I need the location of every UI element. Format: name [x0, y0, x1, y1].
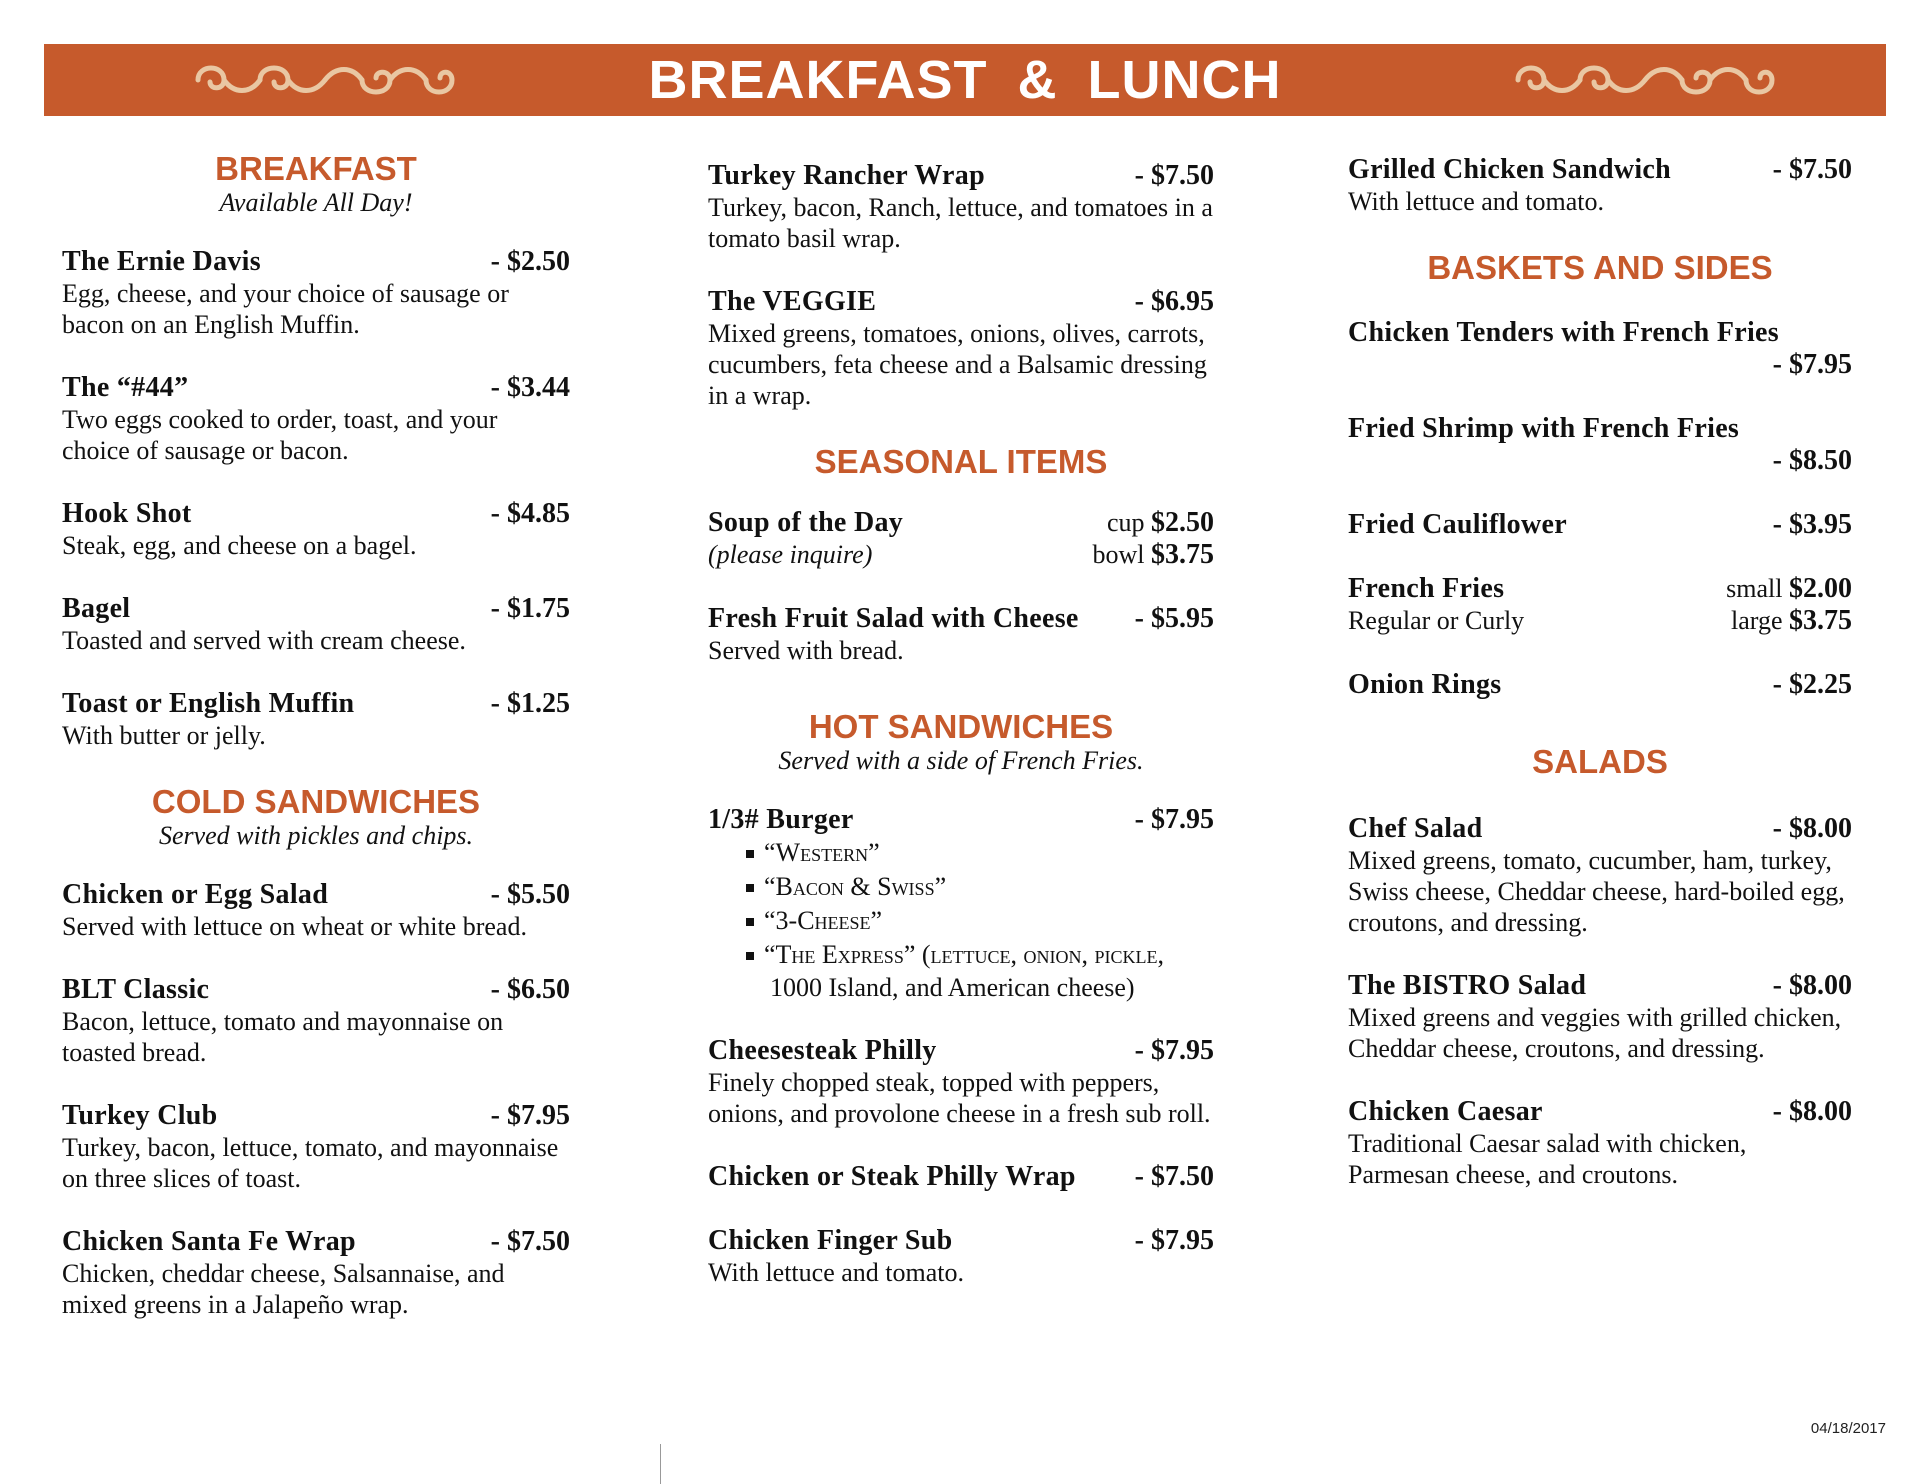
item-price: - $2.25 — [1772, 669, 1852, 700]
burger-option: “The Express” (lettuce, onion, pickle, — [746, 938, 1214, 972]
menu-item — [1348, 669, 1852, 701]
item-price: - $3.44 — [490, 372, 570, 403]
menu-item-soup — [708, 507, 1214, 571]
burger-options-list — [746, 836, 1214, 972]
item-price: - $6.50 — [490, 974, 570, 1005]
section-title-cold-sandwiches: COLD SANDWICHES — [151, 783, 481, 820]
item-name: Grilled Chicken Sandwich — [1348, 154, 1672, 185]
header-banner — [44, 44, 1886, 116]
menu-item — [708, 1225, 1214, 1288]
baskets-section — [1348, 249, 1852, 701]
item-name: Onion Rings — [1348, 669, 1502, 700]
item-name: Turkey Rancher Wrap — [708, 160, 985, 191]
item-note: (please inquire) — [708, 540, 873, 569]
item-price: - $7.50 — [1772, 154, 1852, 185]
menu-item — [62, 1100, 570, 1194]
item-price: $2.00 — [1789, 573, 1852, 604]
section-subtitle: Available All Day! — [219, 188, 413, 217]
item-description: Mixed greens, tomato, cucumber, ham, turkey, Swiss cheese, Cheddar cheese, hard-boiled egg, croutons, and dressing. — [1348, 846, 1845, 937]
item-name: The BISTRO Salad — [1348, 970, 1587, 1001]
item-name: Hook Shot — [62, 498, 192, 529]
item-description: Egg, cheese, and your choice of sausage or bacon on an English Muffin. — [62, 279, 509, 339]
item-price: - $7.50 — [1134, 1161, 1214, 1192]
section-title-salads: SALADS — [1532, 743, 1668, 780]
item-price: - $2.50 — [490, 246, 570, 277]
item-description: With lettuce and tomato. — [1348, 187, 1604, 216]
burger-option: “Bacon & Swiss” — [746, 870, 1214, 904]
item-price: - $8.00 — [1772, 813, 1852, 844]
menu-item — [62, 593, 570, 656]
item-price: $2.50 — [1151, 507, 1214, 538]
seasonal-section — [708, 443, 1214, 666]
burger-option: “Western” — [746, 836, 1214, 870]
menu-item — [62, 1226, 570, 1320]
item-description: Served with lettuce on wheat or white bread. — [62, 912, 527, 941]
item-name: Turkey Club — [62, 1100, 218, 1131]
item-price: $3.75 — [1151, 539, 1214, 570]
item-price: - $1.75 — [490, 593, 570, 624]
burger-option-continued: 1000 Island, and American cheese) — [770, 973, 1135, 1002]
fold-divider — [660, 1444, 661, 1484]
item-name: The Ernie Davis — [62, 246, 261, 277]
item-description: Turkey, bacon, Ranch, lettuce, and tomatoes in a tomato basil wrap. — [708, 193, 1213, 253]
item-price: - $6.95 — [1134, 286, 1214, 317]
menu-item — [1348, 1096, 1852, 1190]
menu-item — [62, 688, 570, 751]
menu-item — [1348, 413, 1852, 477]
item-price: - $5.95 — [1134, 603, 1214, 634]
item-name: Chicken Caesar — [1348, 1096, 1543, 1127]
section-title-seasonal: SEASONAL ITEMS — [814, 443, 1108, 480]
item-name: Chicken Tenders with French Fries — [1348, 317, 1779, 348]
item-price: - $7.95 — [1772, 349, 1852, 380]
menu-column-right — [1348, 154, 1852, 1222]
menu-item — [62, 372, 570, 466]
item-price: - $7.95 — [1134, 1225, 1214, 1256]
item-description: Chicken, cheddar cheese, Salsannaise, and mixed greens in a Jalapeño wrap. — [62, 1259, 505, 1319]
item-name: Chicken Finger Sub — [708, 1225, 953, 1256]
item-description: Toasted and served with cream cheese. — [62, 626, 466, 655]
print-date: 04/18/2017 — [1810, 1420, 1886, 1437]
item-price: - $8.00 — [1772, 1096, 1852, 1127]
section-subtitle: Served with a side of French Fries. — [778, 746, 1144, 775]
item-description: Steak, egg, and cheese on a bagel. — [62, 531, 417, 560]
item-description: Served with bread. — [708, 636, 904, 665]
size-label: large — [1731, 606, 1783, 635]
item-price: - $7.50 — [490, 1226, 570, 1257]
item-name: Chef Salad — [1348, 813, 1483, 844]
menu-item — [1348, 813, 1852, 938]
menu-column-left — [62, 150, 570, 1352]
item-price: $3.75 — [1789, 605, 1852, 636]
item-name: Fried Shrimp with French Fries — [1348, 413, 1740, 444]
hot-sandwiches-section — [708, 708, 1214, 1288]
burger-option: “3-Cheese” — [746, 904, 1214, 938]
item-price: - $3.95 — [1772, 509, 1852, 540]
item-name: Fresh Fruit Salad with Cheese — [708, 603, 1079, 634]
item-price: - $1.25 — [490, 688, 570, 719]
item-price: - $7.95 — [1134, 1035, 1214, 1066]
item-description: Two eggs cooked to order, toast, and your choice of sausage or bacon. — [62, 405, 498, 465]
item-description: Turkey, bacon, lettuce, tomato, and mayonnaise on three slices of toast. — [62, 1133, 559, 1193]
cold-sandwiches-section — [62, 783, 570, 1320]
section-subtitle: Served with pickles and chips. — [158, 821, 474, 850]
item-description: Traditional Caesar salad with chicken, Parmesan cheese, and croutons. — [1348, 1129, 1747, 1189]
item-price: - $7.50 — [1134, 160, 1214, 191]
item-price: - $8.00 — [1772, 970, 1852, 1001]
item-price: - $8.50 — [1772, 445, 1852, 476]
menu-item — [708, 286, 1214, 411]
section-title-hot-sandwiches: HOT SANDWICHES — [808, 708, 1114, 745]
menu-item — [708, 160, 1214, 254]
salads-section — [1348, 743, 1852, 1190]
item-price: - $7.95 — [1134, 804, 1214, 835]
item-name: BLT Classic — [62, 974, 210, 1005]
item-name: French Fries — [1348, 573, 1505, 604]
size-label: bowl — [1092, 540, 1145, 569]
swirl-ornament-icon — [190, 54, 460, 106]
item-name: Toast or English Muffin — [62, 688, 355, 719]
menu-item — [1348, 509, 1852, 541]
menu-item — [1348, 317, 1852, 381]
menu-item — [62, 974, 570, 1068]
menu-item-fries — [1348, 573, 1852, 637]
menu-item — [62, 246, 570, 340]
item-description: With butter or jelly. — [62, 721, 266, 750]
menu-item — [708, 1161, 1214, 1193]
item-name: Chicken Santa Fe Wrap — [62, 1226, 356, 1257]
menu-item — [708, 603, 1214, 666]
item-description: Regular or Curly — [1348, 606, 1525, 635]
section-title-baskets: BASKETS AND SIDES — [1427, 249, 1773, 286]
item-name: Chicken or Steak Philly Wrap — [708, 1161, 1076, 1192]
size-label: small — [1726, 574, 1783, 603]
swirl-ornament-icon — [1510, 54, 1780, 106]
item-name: The “#44” — [62, 372, 189, 403]
size-label: cup — [1106, 508, 1145, 537]
section-title-breakfast: BREAKFAST — [215, 150, 417, 187]
item-description: Finely chopped steak, topped with peppers, onions, and provolone cheese in a fresh sub roll. — [708, 1068, 1211, 1128]
item-name: Soup of the Day — [708, 507, 904, 538]
item-name: 1/3# Burger — [708, 804, 854, 835]
item-description: Mixed greens and veggies with grilled chicken, Cheddar cheese, croutons, and dressing. — [1348, 1003, 1842, 1063]
item-description: Bacon, lettuce, tomato and mayonnaise on toasted bread. — [62, 1007, 504, 1067]
menu-item — [62, 879, 570, 942]
item-name: Chicken or Egg Salad — [62, 879, 329, 910]
item-name: Bagel — [62, 593, 131, 624]
item-price: - $4.85 — [490, 498, 570, 529]
menu-item — [62, 498, 570, 561]
breakfast-section — [62, 150, 570, 751]
item-description: Mixed greens, tomatoes, onions, olives, carrots, cucumbers, feta cheese and a Balsamic dressing in a wrap. — [708, 319, 1207, 410]
menu-item-burger — [708, 804, 1214, 1003]
item-price: - $7.95 — [490, 1100, 570, 1131]
item-name: Fried Cauliflower — [1348, 509, 1567, 540]
item-name: The VEGGIE — [708, 286, 877, 317]
menu-column-middle — [708, 160, 1214, 1320]
page-title: BREAKFAST & LUNCH — [648, 50, 1282, 110]
menu-item — [1348, 154, 1852, 217]
menu-item — [708, 1035, 1214, 1129]
item-price: - $5.50 — [490, 879, 570, 910]
menu-item — [1348, 970, 1852, 1064]
item-name: Cheesesteak Philly — [708, 1035, 937, 1066]
item-description: With lettuce and tomato. — [708, 1258, 964, 1287]
